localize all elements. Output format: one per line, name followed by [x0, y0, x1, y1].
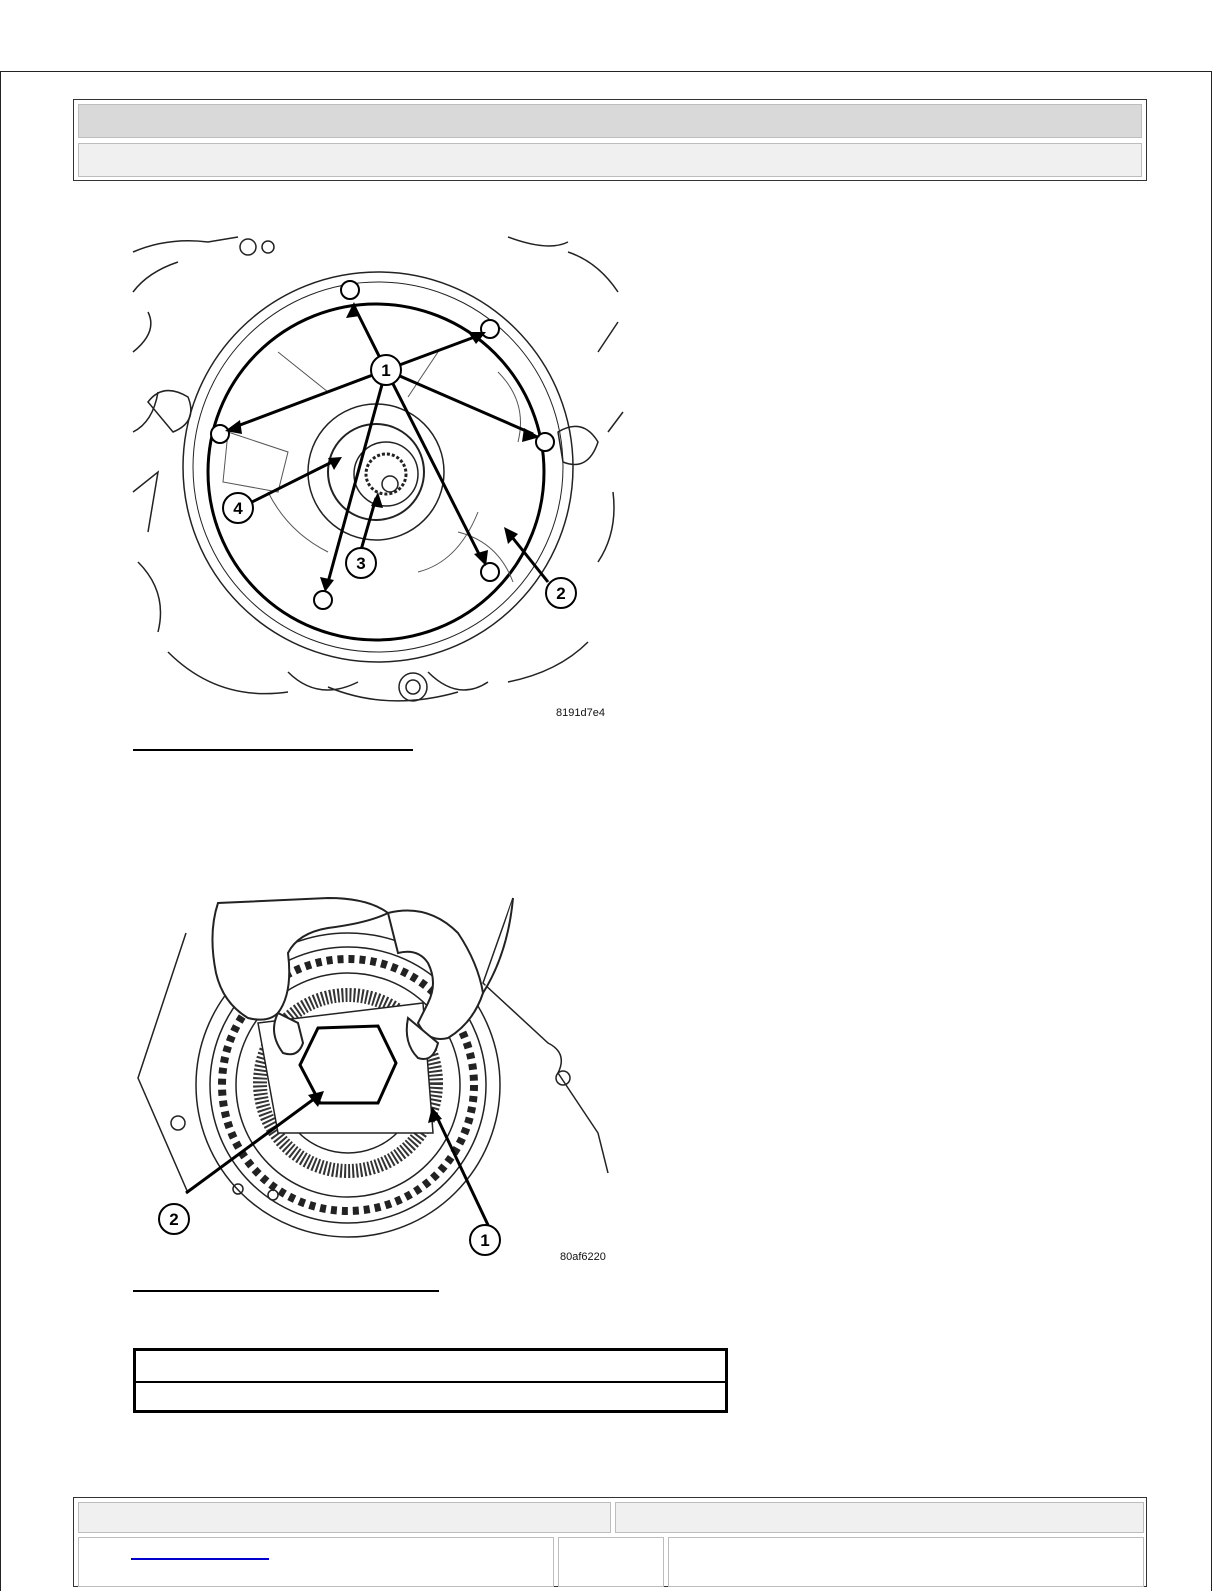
callout-2-badge — [546, 578, 576, 608]
header-table — [73, 99, 1147, 181]
callout-2: 2 — [556, 584, 566, 603]
footer-cell-right — [615, 1502, 1144, 1533]
figure-2-caption-line — [133, 1290, 439, 1292]
footer-cell-end — [668, 1537, 1144, 1587]
header-subtitle-bar — [78, 143, 1142, 177]
footer-cell-middle — [558, 1537, 664, 1587]
callout-3: 3 — [356, 554, 366, 573]
note-table-divider — [136, 1381, 725, 1383]
figure-1-caption-line — [133, 749, 413, 751]
oil-pump-housing-illustration-icon — [128, 232, 628, 722]
note-table — [133, 1348, 728, 1413]
callout-2: 2 — [169, 1210, 179, 1229]
callout-2-badge — [159, 1204, 189, 1234]
pump-gear-installation-illustration-icon — [128, 893, 628, 1265]
footer-cell-link[interactable] — [78, 1537, 554, 1587]
callout-1: 1 — [381, 361, 391, 380]
callout-1: 1 — [480, 1231, 490, 1250]
footer-table — [73, 1497, 1147, 1587]
figure-1-id: 8191d7e4 — [556, 707, 605, 719]
figure-2-id: 80af6220 — [560, 1251, 606, 1263]
figure-oil-pump-bolts — [128, 232, 628, 722]
callout-3-badge — [346, 548, 376, 578]
callout-1-badge — [371, 355, 401, 385]
figure-pump-gears — [128, 893, 628, 1265]
footer-cell-left — [78, 1502, 611, 1533]
header-title-bar — [78, 104, 1142, 138]
footer-link-underline[interactable] — [131, 1558, 269, 1560]
callout-4-badge — [223, 493, 253, 523]
callout-4: 4 — [233, 499, 243, 518]
callout-1-badge — [470, 1225, 500, 1255]
